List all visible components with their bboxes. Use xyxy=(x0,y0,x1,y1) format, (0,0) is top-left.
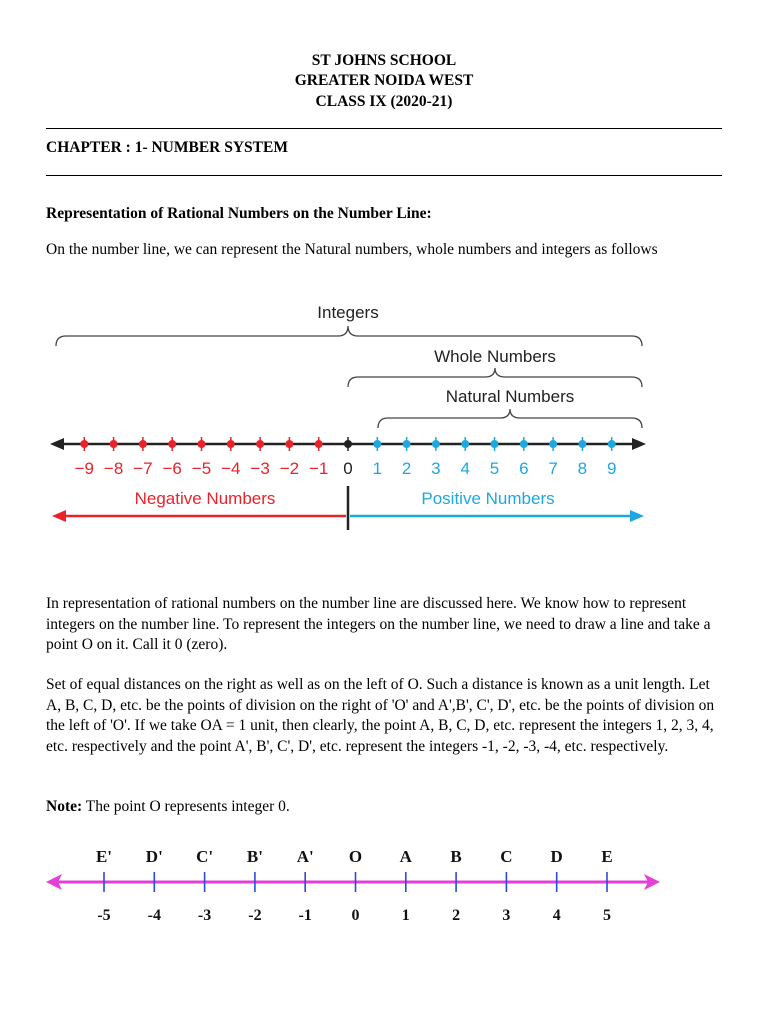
integer-label: 5 xyxy=(489,459,500,478)
section-title: Representation of Rational Numbers on the Number Line: xyxy=(46,205,432,222)
point-number: -5 xyxy=(97,907,111,924)
note xyxy=(46,797,726,818)
point-number: 0 xyxy=(351,907,360,924)
integer-label: −6 xyxy=(162,459,182,478)
point-number: 5 xyxy=(603,907,611,924)
note-label: Note: xyxy=(46,798,83,815)
integers-label: Integers xyxy=(317,303,379,322)
point-letter: O xyxy=(348,847,363,866)
point-letter: E' xyxy=(95,847,113,866)
integer-label: −2 xyxy=(279,459,300,478)
point-letter: A xyxy=(399,847,412,866)
integer-label: 7 xyxy=(548,459,558,478)
whole-numbers-brace xyxy=(348,368,642,387)
point-number: -4 xyxy=(147,907,161,924)
point-number: 3 xyxy=(502,907,511,924)
school-name: ST JOHNS SCHOOL xyxy=(311,52,457,69)
point-number: 1 xyxy=(401,907,410,924)
whole-numbers-label: Whole Numbers xyxy=(434,347,556,366)
axis-left-arrow xyxy=(50,438,64,450)
positive-numbers-label: Positive Numbers xyxy=(421,489,555,508)
point-number: -3 xyxy=(197,907,212,924)
point-letter: D' xyxy=(145,847,163,866)
note-text: The point O represents integer 0. xyxy=(82,798,290,815)
point-letter: A' xyxy=(296,847,314,866)
integer-label: 3 xyxy=(431,459,441,478)
negative-numbers-label: Negative Numbers xyxy=(134,489,276,508)
integer-label: 2 xyxy=(401,459,412,478)
paragraph-1: In representation of rational numbers on the number line are discussed here. We know how to represent integers on the number line. To represent the integers on the number line, we need to draw a line and take a point O on it. Call it 0 (zero). xyxy=(46,595,711,653)
point-letter: E xyxy=(601,847,613,866)
negative-arrow-head xyxy=(52,510,66,522)
paragraph-2: Set of equal distances on the right as well as on the left of O. Such a distance is known as a unit length. Let A, B, C, D, etc. be the points of division on the right of 'O' and A',B', C', D', etc. be the points of division on the left of 'O'. If we take OA = 1 unit, then clearly, the point A, B, C, D, etc. represent the integers 1, 2, 3, 4, etc. respectively and the point A', B', C', D', etc. represent the integers -1, -2, -3, -4, etc. respectively. xyxy=(46,676,715,755)
integer-label: 8 xyxy=(577,459,588,478)
intro-text: On the number line, we can represent the Natural numbers, whole numbers and integers as follows xyxy=(46,241,658,258)
integers-number-line-figure xyxy=(0,290,768,530)
school-location: GREATER NOIDA WEST xyxy=(294,72,474,89)
point-letter: B xyxy=(450,847,462,866)
point-number: -2 xyxy=(248,907,262,924)
point-number: -1 xyxy=(298,907,312,924)
integer-label: −1 xyxy=(309,459,329,478)
divider-bottom xyxy=(46,175,722,176)
point-number: 2 xyxy=(452,907,461,924)
point-number: 4 xyxy=(552,907,561,924)
integer-label: −8 xyxy=(103,459,124,478)
integer-label: 0 xyxy=(343,459,353,478)
axis-right-arrow xyxy=(632,438,646,450)
integer-label: 4 xyxy=(460,459,470,478)
integer-label: −5 xyxy=(191,459,212,478)
point-letter: B' xyxy=(246,847,263,866)
integer-label: −4 xyxy=(221,459,241,478)
lettered-number-line-figure xyxy=(0,838,768,938)
integer-label: −7 xyxy=(133,459,153,478)
integer-label: −9 xyxy=(74,459,94,478)
divider-top xyxy=(46,128,722,129)
class-line: CLASS IX (2020-21) xyxy=(315,93,453,110)
integer-label: 6 xyxy=(519,459,529,478)
natural-numbers-label: Natural Numbers xyxy=(445,387,575,406)
integers-brace xyxy=(56,326,642,346)
point-letter: C xyxy=(500,847,513,866)
integer-label: −3 xyxy=(250,459,270,478)
integer-label: 1 xyxy=(372,459,383,478)
positive-arrow-head xyxy=(630,510,644,522)
integer-label: 9 xyxy=(606,459,617,478)
chapter-title: CHAPTER : 1- NUMBER SYSTEM xyxy=(46,139,288,156)
natural-numbers-brace xyxy=(378,409,642,428)
point-letter: D xyxy=(550,847,563,866)
point-letter: C' xyxy=(196,847,214,866)
